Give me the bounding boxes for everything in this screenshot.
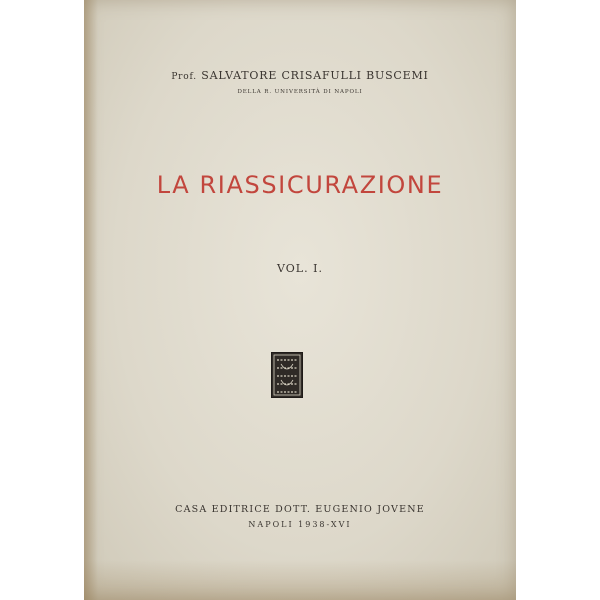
cover-worn-bottom-edge: [84, 560, 516, 600]
publication-place-year: NAPOLI 1938-XVI: [248, 520, 352, 529]
book-title: LA RIASSICURAZIONE: [156, 171, 444, 199]
author-line: [84, 69, 516, 82]
author-affiliation: DELLA R. UNIVERSITÀ DI NAPOLI: [237, 89, 363, 95]
publisher-name: CASA EDITRICE DOTT. EUGENIO JOVENE: [175, 504, 425, 515]
volume-label: VOL. I.: [277, 262, 323, 275]
publisher-emblem-icon: [271, 352, 303, 398]
author-name: SALVATORE CRISAFULLI BUSCEMI: [201, 69, 429, 82]
author-prefix: Prof.: [171, 72, 197, 82]
